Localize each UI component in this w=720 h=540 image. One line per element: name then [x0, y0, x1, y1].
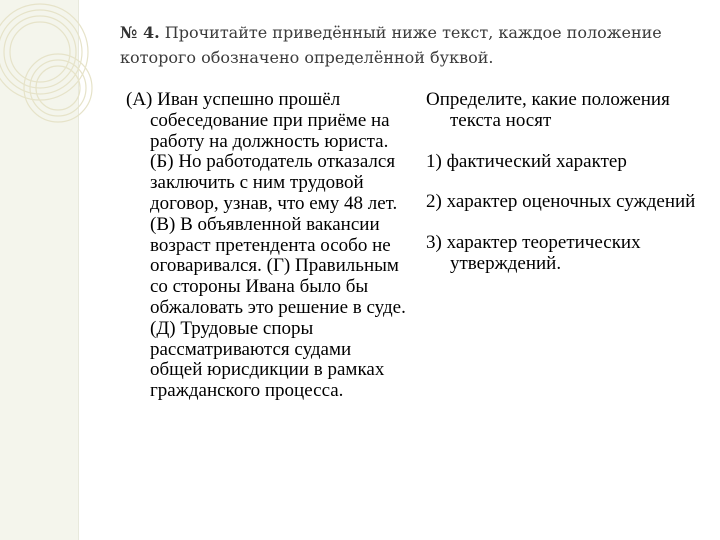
left-column: [126, 90, 406, 402]
slide-title: [120, 20, 690, 70]
option-item: 1) фактический характер: [426, 150, 627, 172]
decorative-circles-icon: [0, 0, 120, 140]
task-number: № 4.: [120, 23, 160, 42]
right-column: [426, 90, 706, 275]
question-intro: Определите, какие положения текста носят: [426, 89, 670, 131]
case-text: (А) Иван успешно прошёл собеседование при приёме на работу на должность юриста. (Б) Но работодатель отказался заключить с ним трудовой договор, узнав, что ему 48 лет. (В) В объявленной вакансии возраст претендента особо не оговаривался. (Г) Правильным со стороны Ивана было бы обжаловать это решение в суде. (Д) Трудовые споры рассматриваются судами общей юрисдикции в рамках гражданского процесса.: [126, 89, 406, 402]
option-item: 2) характер оценочных суждений: [426, 191, 696, 213]
task-instruction: Прочитайте приведённый ниже текст, каждое положение которого обозначено определённой буквой.: [120, 23, 662, 67]
option-item: 3) характер теоретических утверждений.: [426, 232, 641, 274]
